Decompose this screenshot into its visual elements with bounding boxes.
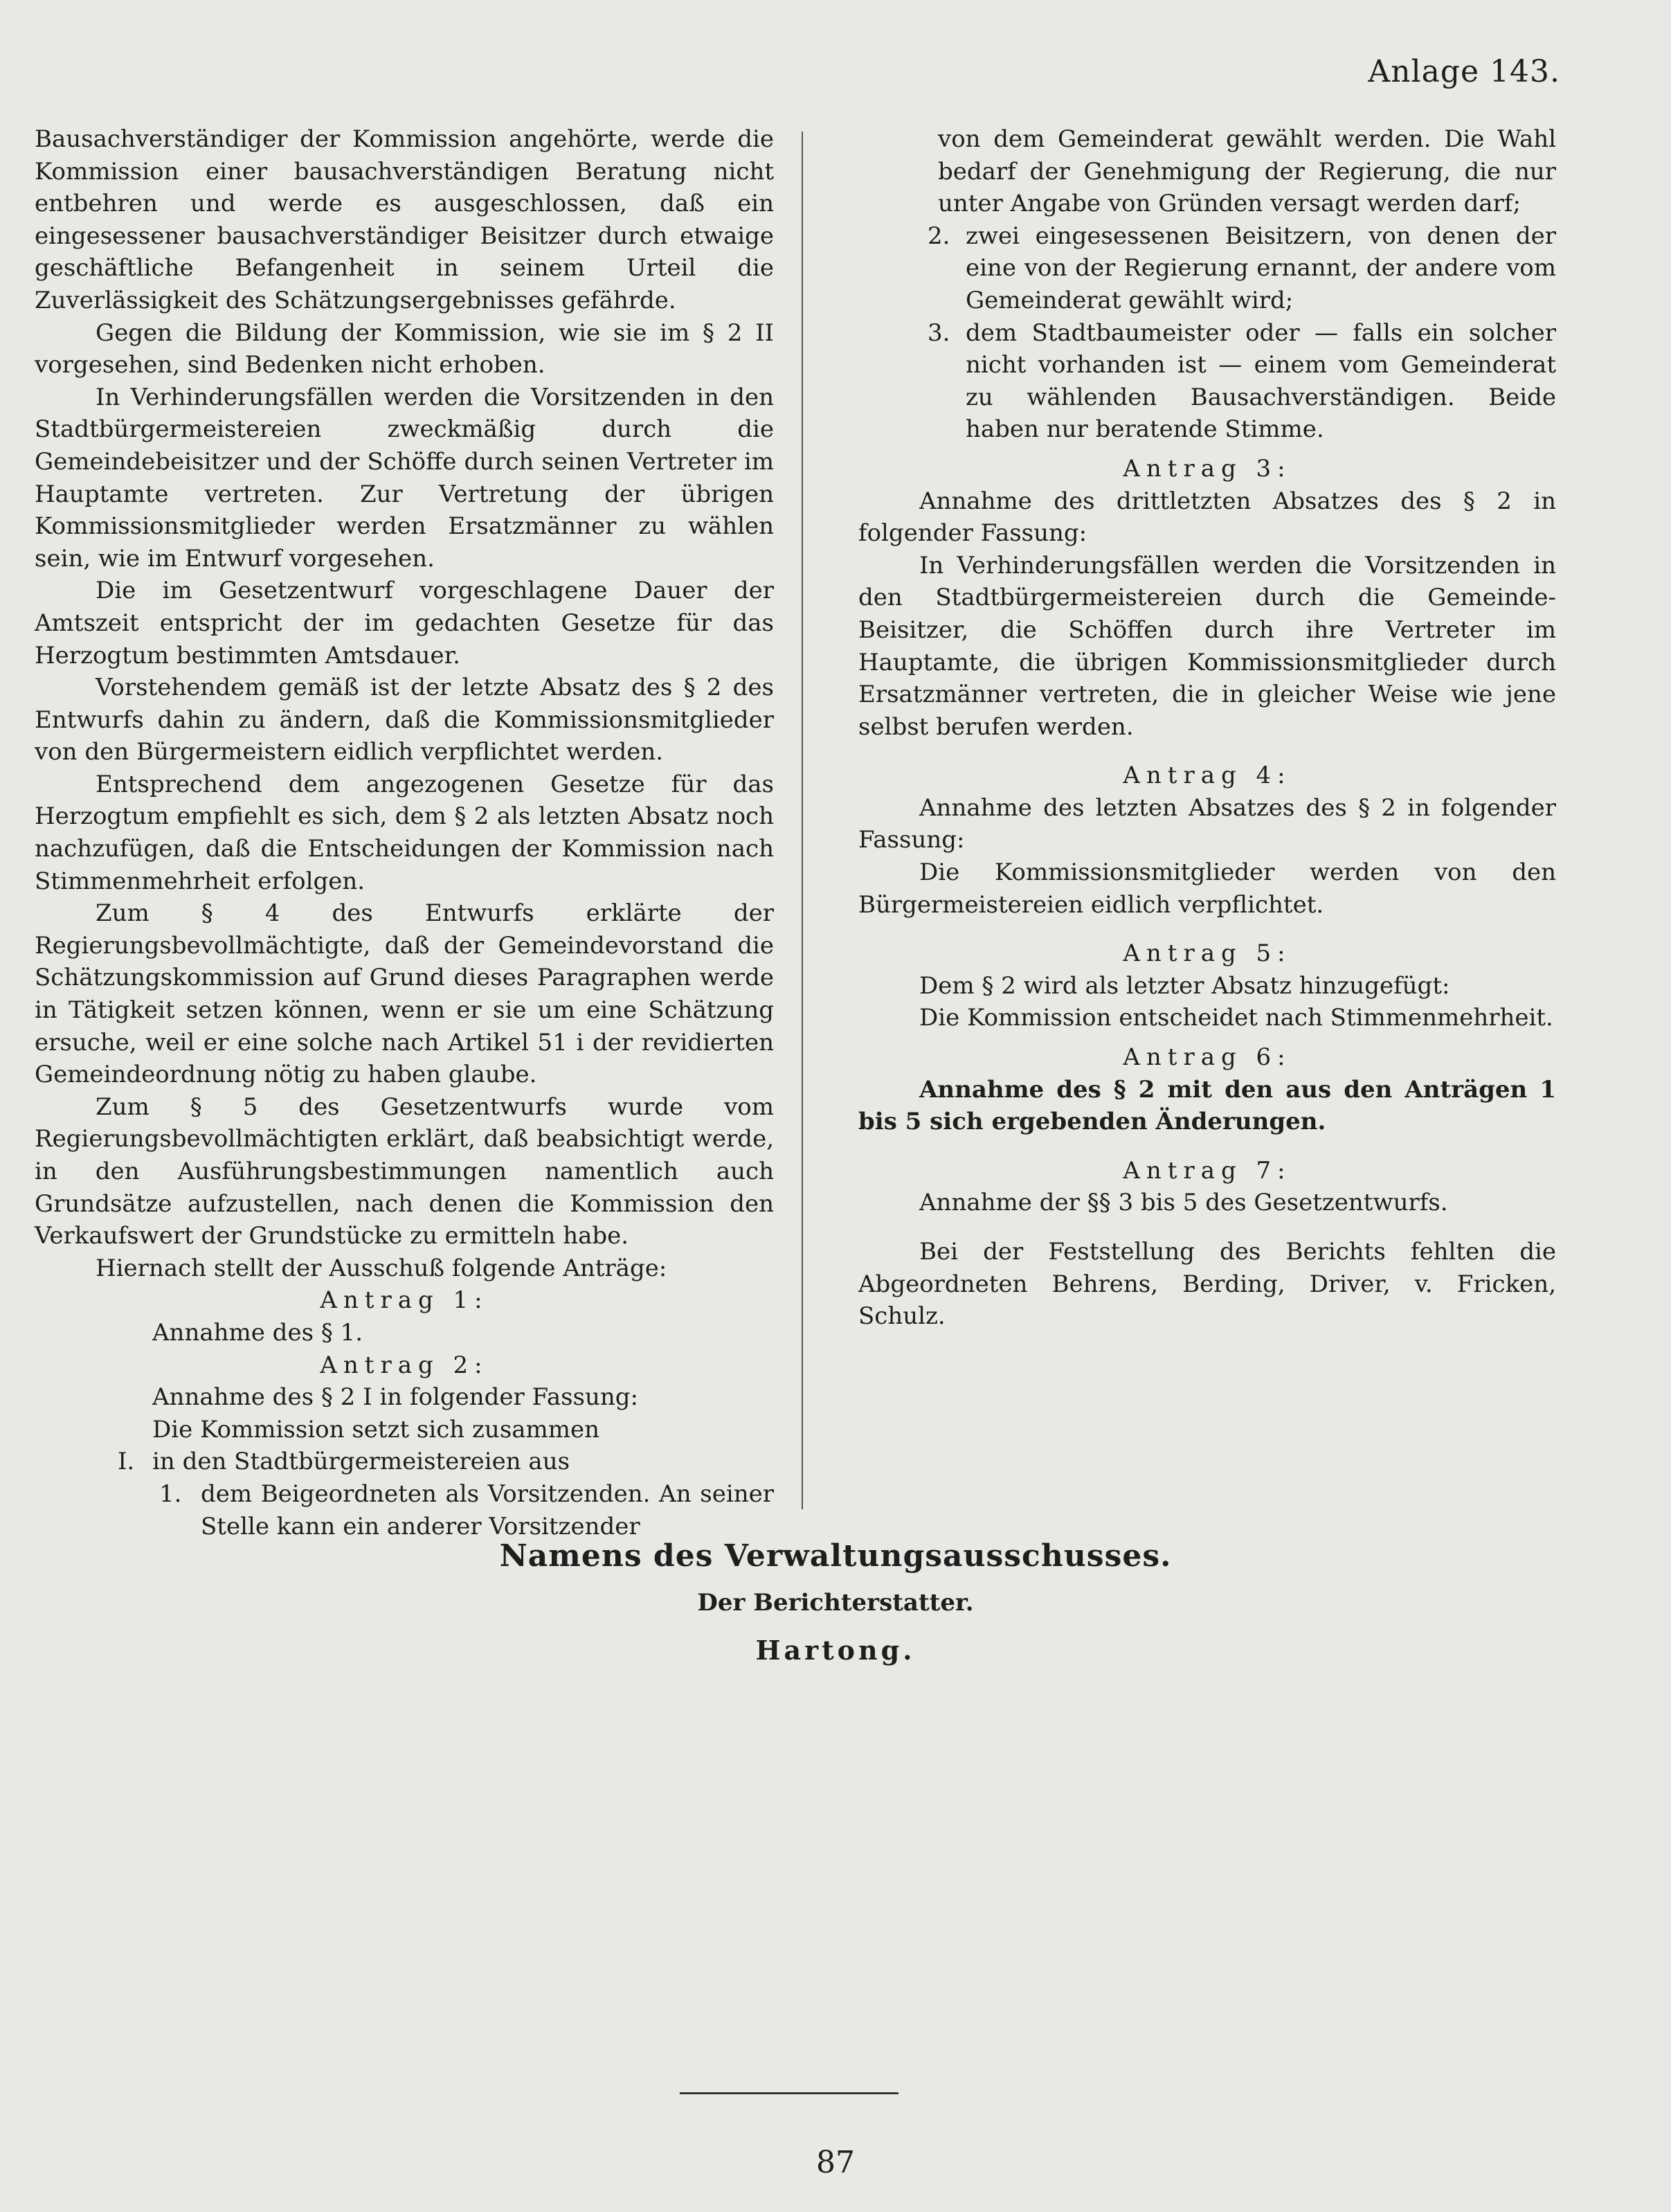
section-text: in den Stadtbürgermeistereien aus bbox=[152, 1448, 570, 1476]
list-item bbox=[858, 317, 1556, 446]
motion-4-title: Antrag 4: bbox=[1123, 762, 1292, 790]
paragraph: Vorstehendem gemäß ist der letzte Absatz des § 2 des Entwurfs dahin zu ändern, daß die Kommissionsmitglieder von den Bürgermeistern eidlich verpflichtet werden. bbox=[35, 674, 774, 766]
motion-5-intro: Dem § 2 wird als letzter Absatz hinzugefügt: bbox=[919, 971, 1450, 1000]
section-number: I. bbox=[118, 1448, 135, 1476]
left-column bbox=[35, 123, 774, 1543]
motion-2-composition: Die Kommission setzt sich zusammen bbox=[152, 1415, 600, 1444]
reporter-role: Der Berichterstatter. bbox=[697, 1589, 974, 1617]
item-text: zwei eingesessenen Beisitzern, von denen der eine von der Regierung ernannt, der andere vom Gemeinderat gewählt wird; bbox=[966, 222, 1556, 314]
annex-header: Anlage 143. bbox=[1368, 54, 1560, 89]
motion-4-text: Die Kommissionsmitglieder werden von den Bürgermeistereien eidlich verpflichtet. bbox=[858, 858, 1556, 919]
column-divider bbox=[802, 132, 803, 1509]
footer-rule bbox=[680, 2092, 898, 2094]
paragraph: Hiernach stellt der Ausschuß folgende Anträge: bbox=[96, 1254, 667, 1282]
motion-2-title: Antrag 2: bbox=[320, 1351, 489, 1379]
motion-6-title: Antrag 6: bbox=[1123, 1043, 1292, 1072]
motion-5-text: Die Kommission entscheidet nach Stimmenmehrheit. bbox=[919, 1004, 1553, 1032]
paragraph: Die im Gesetzentwurf vorgeschlagene Dauer der Amtszeit entspricht der im gedachten Gesetze für das Herzogtum bestimmten Amtsdauer. bbox=[35, 577, 774, 669]
motion-6-text: Annahme des § 2 mit den aus den Anträgen 1 bis 5 sich ergebenden Änderungen. bbox=[858, 1075, 1556, 1136]
right-column bbox=[858, 123, 1556, 1333]
paragraph: Gegen die Bildung der Kommission, wie sie im § 2 II vorgesehen, sind Bedenken nicht erhoben. bbox=[35, 318, 774, 379]
motion-3-intro: Annahme des drittletzten Absatzes des § 2 in folgender Fassung: bbox=[858, 487, 1556, 548]
paragraph: Zum § 4 des Entwurfs erklärte der Regierungsbevollmächtigte, daß der Gemeindevorstand die Schätzungskommission auf Grund dieses Paragraphen werde in Tätigkeit setzen können, wenn er sie um eine Schätzung ersuche, weil er eine solche nach Artikel 51 i der revidierten Gemeindeordnung nötig zu haben glaube. bbox=[35, 899, 774, 1089]
motion-2-item-1 bbox=[35, 1478, 774, 1543]
absent-note: Bei der Feststellung des Berichts fehlten die Abgeordneten Behrens, Berding, Driver, v. Fricken, Schulz. bbox=[858, 1238, 1556, 1331]
item-text: dem Beigeordneten als Vorsitzenden. An seiner Stelle kann ein anderer Vorsitzender bbox=[201, 1480, 774, 1540]
paragraph: Entsprechend dem angezogenen Gesetze für das Herzogtum empfiehlt es sich, dem § 2 als letzten Absatz noch nachzufügen, daß die Entscheidungen der Kommission nach Stimmenmehrheit erfolgen. bbox=[35, 770, 774, 895]
item-number: 2. bbox=[928, 222, 950, 250]
motion-7-title: Antrag 7: bbox=[1123, 1156, 1292, 1185]
paragraph: In Verhinderungsfällen werden die Vorsitzenden in den Stadtbürgermeistereien zweckmäßig durch die Gemeindebeisitzer und der Schöffe durch seinen Vertreter im Hauptamte vertreten. Zur Vertretung der übrigen Kommissionsmitglieder werden Ersatzmänner zu wählen sein, wie im Entwurf vorgesehen. bbox=[35, 383, 774, 573]
motion-3-title: Antrag 3: bbox=[1123, 454, 1292, 483]
list-item bbox=[858, 220, 1556, 317]
motion-4-intro: Annahme des letzten Absatzes des § 2 in folgender Fassung: bbox=[858, 793, 1556, 854]
motion-1-title: Antrag 1: bbox=[320, 1286, 489, 1315]
motion-2-intro: Annahme des § 2 I in folgender Fassung: bbox=[152, 1383, 639, 1412]
page-number: 87 bbox=[816, 2145, 855, 2180]
signature-block bbox=[0, 1538, 1671, 1666]
item-number: 1. bbox=[159, 1480, 182, 1508]
paragraph: Zum § 5 des Gesetzentwurfs wurde vom Regierungsbevollmächtigten erklärt, daß beabsichtigt werde, in den Ausführungsbestimmungen namentlich auch Grundsätze aufzustellen, nach denen die Kommission den Verkaufswert der Grundstücke zu ermitteln habe. bbox=[35, 1092, 774, 1250]
motion-7-text: Annahme der §§ 3 bis 5 des Gesetzentwurfs. bbox=[919, 1189, 1448, 1217]
item-number: 3. bbox=[928, 318, 950, 347]
motion-2-section bbox=[35, 1446, 774, 1478]
paragraph: Bausachverständiger der Kommission angehörte, werde die Kommission einer bausachverständigen Beratung nicht entbehren und werde es ausgeschlossen, daß ein eingesessener bausachverständiger Beisitzer durch etwaige geschäftliche Befangenheit in seinem Urteil die Zuverlässigkeit des Schätzungsergebnisses gefährde. bbox=[35, 125, 774, 314]
motion-1-text: Annahme des § 1. bbox=[152, 1318, 363, 1347]
committee-line: Namens des Verwaltungsausschusses. bbox=[499, 1538, 1172, 1574]
item-text: dem Stadtbaumeister oder — falls ein solcher nicht vorhanden ist — einem vom Gemeinderat zu wählenden Bausachverständigen. Beide haben nur beratende Stimme. bbox=[966, 318, 1556, 444]
item-1-continuation: von dem Gemeinderat gewählt werden. Die Wahl bedarf der Genehmigung der Regierung, die nur unter Angabe von Gründen versagt werden darf; bbox=[938, 125, 1556, 218]
motion-3-text: In Verhinderungsfällen werden die Vorsitzenden in den Stadtbürgermeistereien durch die Gemeinde-Beisitzer, die Schöffen durch ihre Vertreter im Hauptamte, die übrigen Kommissionsmitglieder durch Ersatzmänner vertreten, die in gleicher Weise wie jene selbst berufen werden. bbox=[858, 551, 1556, 741]
motion-5-title: Antrag 5: bbox=[1123, 939, 1292, 968]
reporter-name: Hartong. bbox=[755, 1635, 916, 1666]
